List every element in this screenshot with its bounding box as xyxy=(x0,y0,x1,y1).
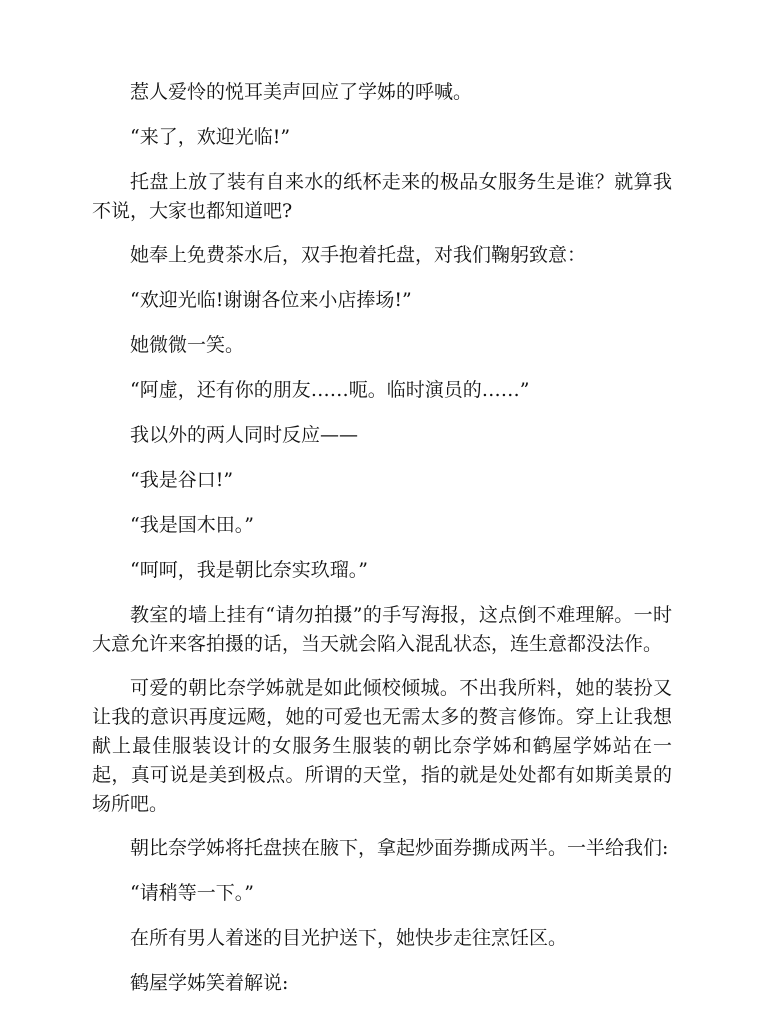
paragraph-2: “来了，欢迎光临!” xyxy=(130,126,291,148)
paragraph-8: 我以外的两人同时反应—— xyxy=(130,424,359,446)
paragraph-9: “我是谷口!” xyxy=(130,469,234,491)
paragraph-13: 可爱的朝比奈学姊就是如此倾校倾城。不出我所料，她的装扮又让我的意识再度远飏，她的可爱也无需太多的赘言修饰。穿上让我想献上最佳服装设计的女服务生服装的朝比奈学姊和鹤屋学姊站在一起，真可说是美到极点。所谓的天堂，指的就是处处都有如斯美景的场所吧。 xyxy=(92,677,672,815)
paragraph-10: “我是国木田。” xyxy=(130,514,254,536)
paragraph-17: 鹤屋学姊笑着解说: xyxy=(130,972,289,994)
paragraph-15: “请稍等一下。” xyxy=(130,882,254,904)
paragraph-14: 朝比奈学姊将托盘挟在腋下，拿起炒面券撕成两半。一半给我们: xyxy=(130,837,669,859)
paragraph-4: 她奉上免费茶水后，双手抱着托盘，对我们鞠躬致意： xyxy=(130,244,587,266)
paragraph-5: “欢迎光临!谢谢各位来小店捧场!” xyxy=(130,289,412,311)
paragraph-1: 惹人爱怜的悦耳美声回应了学姊的呼喊。 xyxy=(130,81,473,103)
document-page xyxy=(92,78,672,1014)
paragraph-3: 托盘上放了装有自来水的纸杯走来的极品女服务生是谁？就算我不说，大家也都知道吧? xyxy=(92,171,672,222)
paragraph-11: “呵呵，我是朝比奈实玖瑠。” xyxy=(130,559,368,581)
paragraph-12: 教室的墙上挂有“请勿拍摄”的手写海报，这点倒不难理解。一时大意允许来客拍摄的话，当天就会陷入混乱状态，连生意都没法作。 xyxy=(92,604,672,655)
paragraph-6: 她微微一笑。 xyxy=(130,334,245,356)
paragraph-7: “阿虚，还有你的朋友……呃。临时演员的……” xyxy=(130,379,530,401)
paragraph-16: 在所有男人着迷的目光护送下，她快步走往烹饪区。 xyxy=(130,927,568,949)
